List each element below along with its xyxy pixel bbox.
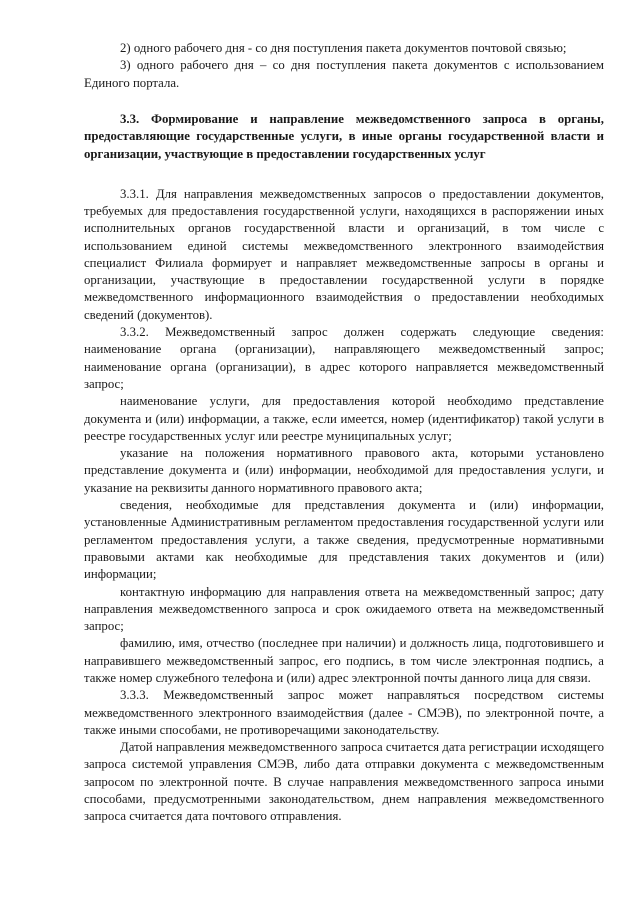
document-page xyxy=(84,40,604,826)
intro-item-2: 2) одного рабочего дня - со дня поступления пакета документов почтовой связью; xyxy=(120,41,567,55)
paragraph-contact-info: контактную информацию для направления ответа на межведомственный запрос; дату направления межведомственного запроса и срок ожидаемого ответа на межведомственный запрос; xyxy=(84,584,604,634)
paragraph-signer: фамилию, имя, отчество (последнее при наличии) и должность лица, подготовившего и направившего межведомственный запрос, его подпись, в том числе электронная подпись, а также номер служебного телефона и (или) адрес электронной почты данного лица для связи. xyxy=(84,636,604,685)
paragraph-3-3-3: 3.3.3. Межведомственный запрос может направляться посредством системы межведомственного электронного взаимодействия (далее - СМЭВ), по электронной почте, а также иными способами, не противоречащими законодательству. xyxy=(84,688,604,737)
intro-item-3: 3) одного рабочего дня – со дня поступления пакета документов с использованием Единого портала. xyxy=(84,58,604,90)
paragraph-legal-act: указание на положения нормативного правового акта, которыми установлено представление документа и (или) информации, необходимой для предоставления услуги, и указание на реквизиты данного нормативного правового акта; xyxy=(84,446,604,495)
paragraph-3-3-2: 3.3.2. Межведомственный запрос должен содержать следующие сведения: наименование органа (организации), направляющего межведомственный запрос; наименование органа (организации), в адрес которого направляется межведомственный запрос; xyxy=(84,325,604,391)
paragraph-service-name: наименование услуги, для предоставления которой необходимо представление документа и (или) информации, а также, если имеется, номер (идентификатор) такой услуги в реестре государственных услуг или реестре муниципальных услуг; xyxy=(84,394,604,443)
paragraph-3-3-1: 3.3.1. Для направления межведомственных запросов о предоставлении документов, требуемых для предоставления государственной услуги, находящихся в распоряжении иных исполнительных органов государственной власти и организаций, в том числе с использованием единой системы межведомственного электронного взаимодействия специалист Филиала формирует и направляет межведомственные запросы в органы и организации, участвующие в предоставлении государственной услуги в порядке межведомственного информационного взаимодействия о предоставлении необходимых сведений (документов). xyxy=(84,186,604,322)
paragraph-required-info: сведения, необходимые для представления документа и (или) информации, установленные Административным регламентом предоставления государственной услуги или регламентом предоставления услуги, а также сведения, предусмотренные нормативными правовыми актами как необходимые для представления таких документов и (или) информации; xyxy=(84,498,604,582)
paragraph-send-date: Датой направления межведомственного запроса считается дата регистрации исходящего запроса системой управления СМЭВ, либо дата отправки документа с межведомственным запросом по электронной почте. В случае направления межведомственного запроса иными способами, предусмотренными законодательством, днем направления межведомственного запроса считается дата почтового отправления. xyxy=(84,740,604,824)
section-heading: 3.3. Формирование и направление межведомственного запроса в органы, предоставляющие государственные услуги, в иные органы государственной власти и организации, участвующие в предоставлении государственных услуг xyxy=(84,111,604,162)
